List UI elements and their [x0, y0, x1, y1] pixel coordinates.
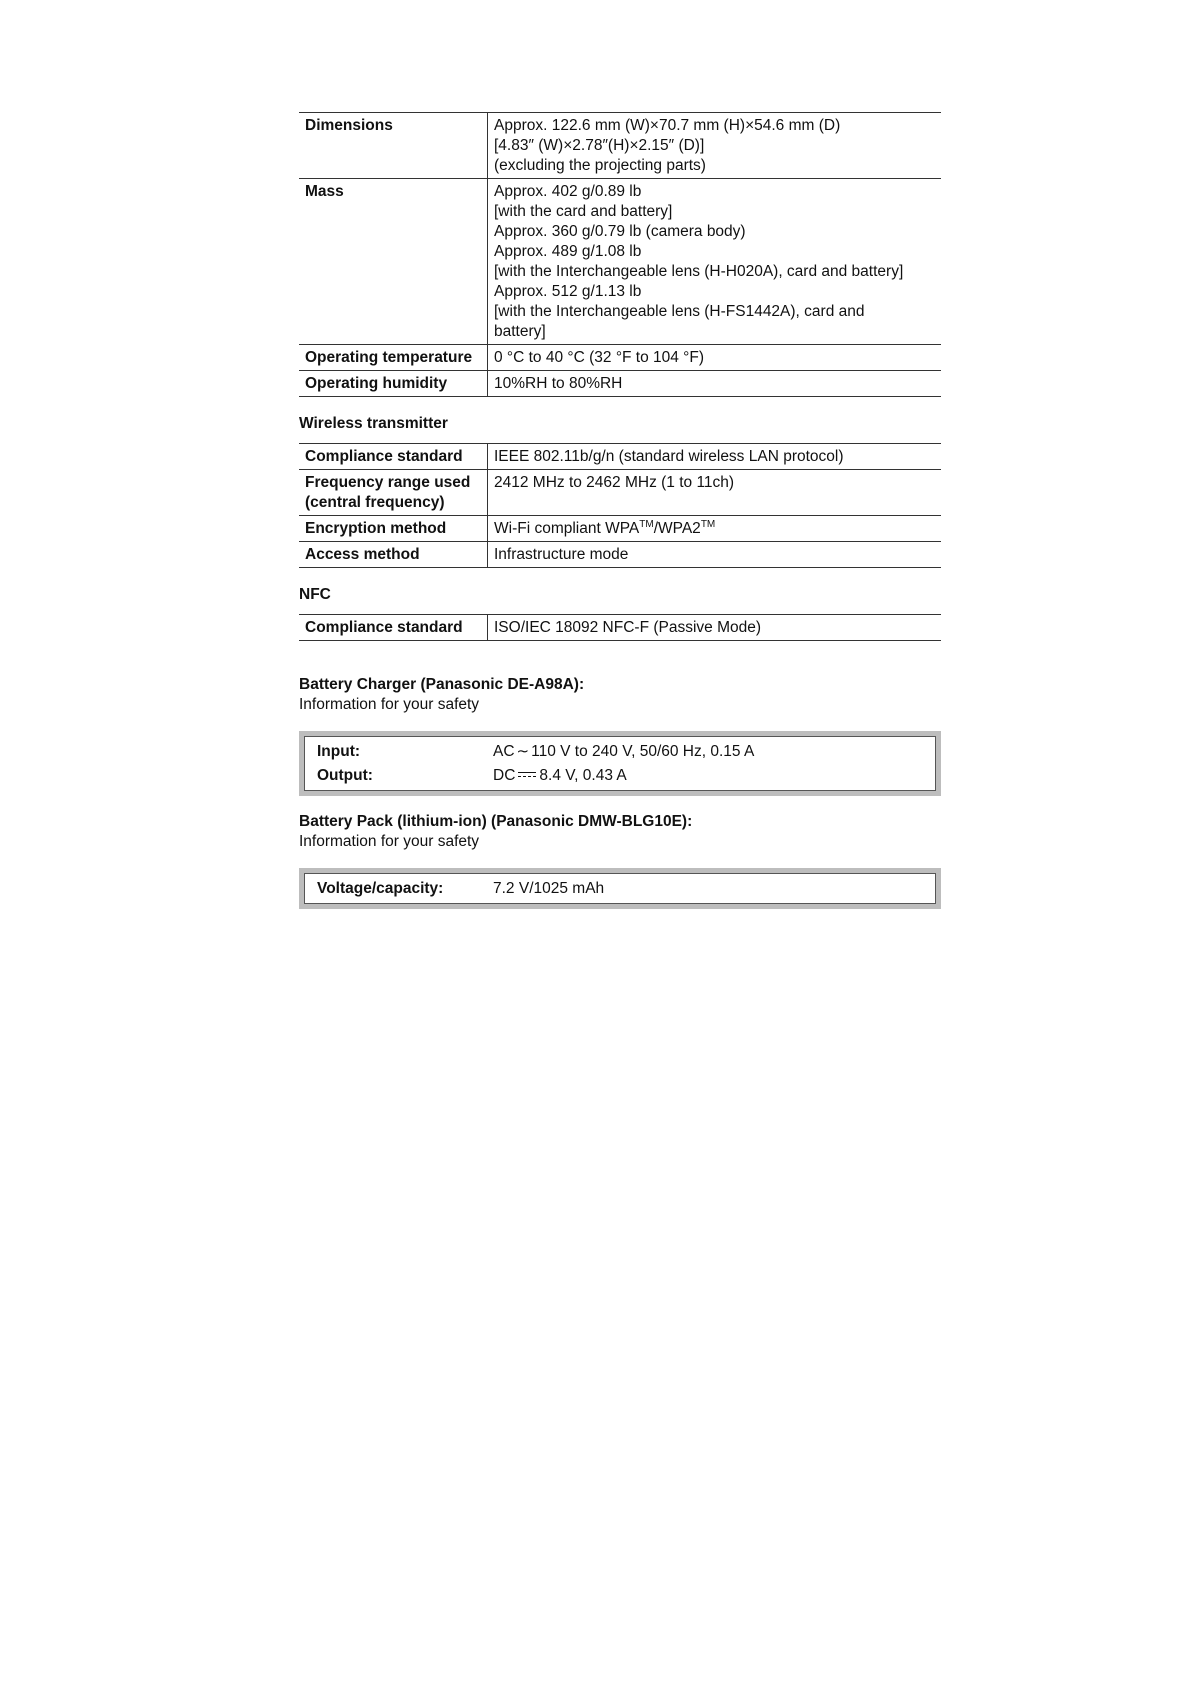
table-row — [299, 371, 941, 397]
key-line: Frequency range used — [305, 474, 471, 491]
spec-key: Access method — [299, 542, 488, 568]
spec-page — [299, 112, 941, 909]
dc-symbol-icon — [518, 771, 536, 779]
spec-key: Compliance standard — [299, 615, 488, 641]
output-value — [493, 764, 935, 788]
spec-key: Operating humidity — [299, 371, 488, 397]
key-line: (central frequency) — [305, 494, 445, 511]
value-line: 0 °C to 40 °C (32 °F to 104 °F) — [494, 349, 705, 366]
voltage-value: 7.2 V/1025 mAh — [493, 880, 605, 897]
spec-value — [488, 345, 942, 371]
value-text: /WPA2 — [653, 520, 701, 537]
table-row — [299, 615, 941, 641]
table-row — [299, 179, 941, 345]
value-line: Approx. 402 g/0.89 lb — [494, 183, 642, 200]
value-line: [with the card and battery] — [494, 203, 673, 220]
spec-value — [488, 113, 942, 179]
spec-key: Encryption method — [299, 516, 488, 542]
value-line: Approx. 489 g/1.08 lb — [494, 243, 642, 260]
spec-value — [488, 516, 942, 542]
ac-prefix: AC — [493, 743, 515, 760]
nfc-section-title: NFC — [299, 586, 331, 603]
value-line: [with the Interchangeable lens (H-H020A), card and battery] — [494, 263, 904, 280]
battery-title: Battery Pack (lithium-ion) (Panasonic DMW-BLG10E): — [299, 813, 693, 830]
battery-box — [299, 868, 941, 909]
spec-value — [488, 371, 942, 397]
charger-output-row — [305, 764, 935, 788]
table-row — [299, 516, 941, 542]
voltage-label: Voltage/capacity: — [317, 880, 444, 897]
charger-box — [299, 731, 941, 796]
value-line: (excluding the projecting parts) — [494, 157, 706, 174]
output-label: Output: — [317, 767, 373, 784]
spec-value: IEEE 802.11b/g/n (standard wireless LAN protocol) — [488, 444, 942, 470]
wireless-spec-table — [299, 443, 941, 568]
nfc-spec-table — [299, 614, 941, 641]
table-row — [299, 345, 941, 371]
dc-prefix: DC — [493, 767, 516, 784]
battery-subtitle: Information for your safety — [299, 833, 480, 850]
spec-key: Dimensions — [299, 113, 488, 179]
value-line: 10%RH to 80%RH — [494, 375, 623, 392]
charger-title: Battery Charger (Panasonic DE-A98A): — [299, 676, 585, 693]
spec-value: 2412 MHz to 2462 MHz (1 to 11ch) — [488, 470, 942, 516]
charger-subtitle: Information for your safety — [299, 696, 480, 713]
spec-key: Mass — [299, 179, 488, 345]
value-line: Approx. 360 g/0.79 lb (camera body) — [494, 223, 746, 240]
value-line: [with the Interchangeable lens (H-FS1442A), card and — [494, 303, 865, 320]
charger-input-row — [305, 740, 935, 764]
input-spec: 110 V to 240 V, 50/60 Hz, 0.15 A — [531, 743, 755, 760]
value-line: [4.83″ (W)×2.78″(H)×2.15″ (D)] — [494, 137, 705, 154]
value-line: Approx. 512 g/1.13 lb — [494, 283, 642, 300]
spec-value: ISO/IEC 18092 NFC-F (Passive Mode) — [488, 615, 942, 641]
table-row — [299, 113, 941, 179]
main-spec-table — [299, 112, 941, 397]
input-label: Input: — [317, 743, 361, 760]
table-row — [299, 542, 941, 568]
table-row — [299, 470, 941, 516]
spec-key: Operating temperature — [299, 345, 488, 371]
trademark-sup: TM — [700, 518, 716, 530]
battery-voltage-row — [305, 877, 935, 901]
output-spec: 8.4 V, 0.43 A — [539, 767, 627, 784]
spec-value: Infrastructure mode — [488, 542, 942, 568]
ac-symbol-icon: ∼ — [516, 743, 530, 760]
spec-value — [488, 179, 942, 345]
table-row — [299, 444, 941, 470]
value-line: battery] — [494, 323, 546, 340]
input-value — [493, 740, 935, 764]
spec-key: Compliance standard — [299, 444, 488, 470]
value-text: Wi-Fi compliant WPA — [494, 520, 640, 537]
value-line: Approx. 122.6 mm (W)×70.7 mm (H)×54.6 mm (D) — [494, 117, 841, 134]
trademark-sup: TM — [639, 518, 654, 530]
spec-key — [299, 470, 488, 516]
wireless-section-title: Wireless transmitter — [299, 415, 448, 432]
